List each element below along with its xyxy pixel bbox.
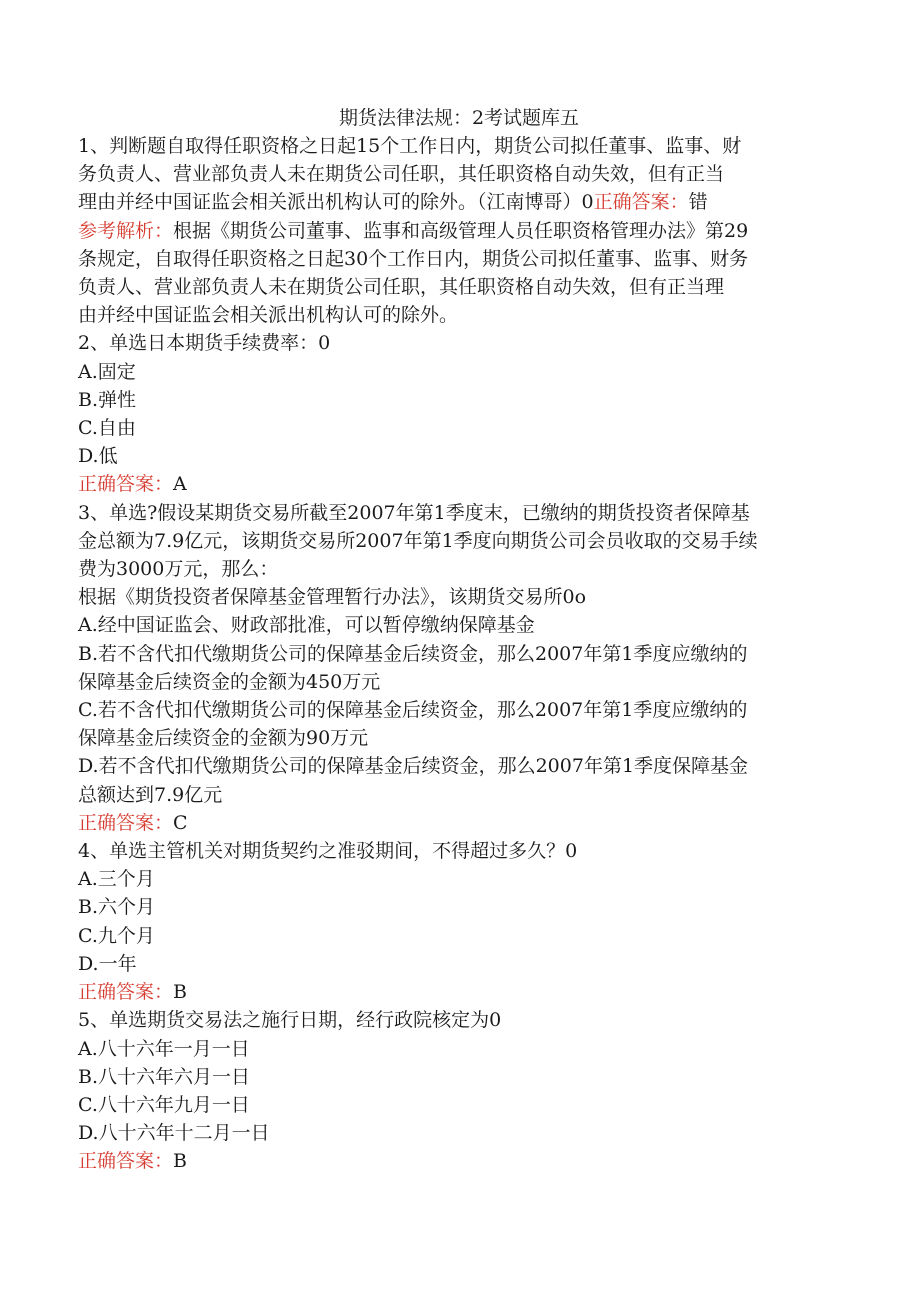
option-c: C.自由 (78, 417, 136, 440)
option-c-continued: 保障基金后续资金的金额为90万元 (78, 727, 369, 750)
answer-line (78, 470, 840, 498)
question-stem: 2、单选日本期货手续费率：0 (78, 332, 331, 355)
option-b: B.八十六年六月一日 (78, 1065, 251, 1088)
option-b-continued: 保障基金后续资金的金额为450万元 (78, 670, 381, 693)
analysis-label: 参考解析： (78, 219, 174, 242)
answer-value: C (173, 811, 188, 834)
option-d-continued: 总额达到7.9亿元 (78, 783, 223, 806)
answer-label: 正确答案： (78, 811, 174, 834)
question-4 (78, 837, 840, 1006)
option-a: A.固定 (78, 360, 136, 383)
question-stem-line: 3、单选?假设某期货交易所截至2007年第1季度末，已缴纳的期货投资者保障基 (78, 501, 750, 524)
answer-label: 正确答案： (593, 191, 689, 214)
answer-label: 正确答案： (78, 981, 174, 1004)
analysis-text: 根据《期货公司董事、监事和高级管理人员任职资格管理办法》第29 (173, 219, 749, 242)
analysis-line (78, 217, 840, 245)
option-c: C.九个月 (78, 924, 155, 947)
option-d: D.若不含代扣代缴期货公司的保障基金后续资金，那么2007年第1季度保障基金 (78, 755, 749, 778)
option-a: A.三个月 (78, 868, 155, 891)
answer-line (78, 1147, 840, 1175)
question-stem-line: 务负责人、营业部负责人未在期货公司任职，其任职资格自动失效，但有正当 (78, 163, 725, 186)
answer-value: B (173, 981, 187, 1004)
answer-label: 正确答案： (78, 473, 174, 496)
answer-value: A (173, 473, 187, 496)
question-stem-line (78, 188, 840, 216)
option-c: C.八十六年九月一日 (78, 1093, 250, 1116)
option-b: B.若不含代扣代缴期货公司的保障基金后续资金，那么2007年第1季度应缴纳的 (78, 642, 748, 665)
question-5 (78, 1006, 840, 1175)
option-d: D.一年 (78, 952, 137, 975)
document-page (78, 104, 840, 1176)
answer-value: 错 (688, 191, 708, 214)
question-stem-line: 金总额为7.9亿元，该期货交易所2007年第1季度向期货公司会员收取的交易手续 (78, 529, 758, 552)
option-c: C.若不含代扣代缴期货公司的保障基金后续资金，那么2007年第1季度应缴纳的 (78, 699, 748, 722)
option-b: B.六个月 (78, 896, 156, 919)
option-d: D.八十六年十二月一日 (78, 1122, 270, 1145)
question-stem: 5、单选期货交易法之施行日期，经行政院核定为0 (78, 1009, 502, 1032)
answer-line (78, 978, 840, 1006)
option-a: A.经中国证监会、财政部批准，可以暂停缴纳保障基金 (78, 614, 535, 637)
option-a: A.八十六年一月一日 (78, 1037, 250, 1060)
option-d: D.低 (78, 445, 118, 468)
question-stem-line: 根据《期货投资者保障基金管理暂行办法》，该期货交易所0o (78, 586, 587, 609)
analysis-line: 由并经中国证监会相关派出机构认可的除外。 (78, 304, 459, 327)
question-stem-line: 1、判断题自取得任职资格之日起15个工作日内，期货公司拟任董事、监事、财 (78, 135, 742, 157)
analysis-line: 负责人、营业部负责人未在期货公司任职，其任职资格自动失效，但有正当理 (78, 276, 725, 299)
answer-value: B (173, 1150, 187, 1173)
option-b: B.弹性 (78, 388, 137, 411)
answer-line (78, 809, 840, 837)
question-stem: 4、单选主管机关对期货契约之准驳期间，不得超过多久？0 (78, 840, 578, 863)
question-stem-text: 理由并经中国证监会相关派出机构认可的除外。（江南博哥）0 (78, 191, 594, 214)
document-title: 期货法律法规：2考试题库五 (338, 107, 580, 129)
question-2 (78, 329, 840, 498)
question-3 (78, 499, 840, 837)
answer-label: 正确答案： (78, 1150, 174, 1173)
analysis-line: 条规定，自取得任职资格之日起30个工作日内，期货公司拟任董事、监事、财务 (78, 247, 749, 270)
question-stem-line: 费为3000万元，那么： (78, 558, 279, 581)
question-1 (78, 132, 840, 329)
